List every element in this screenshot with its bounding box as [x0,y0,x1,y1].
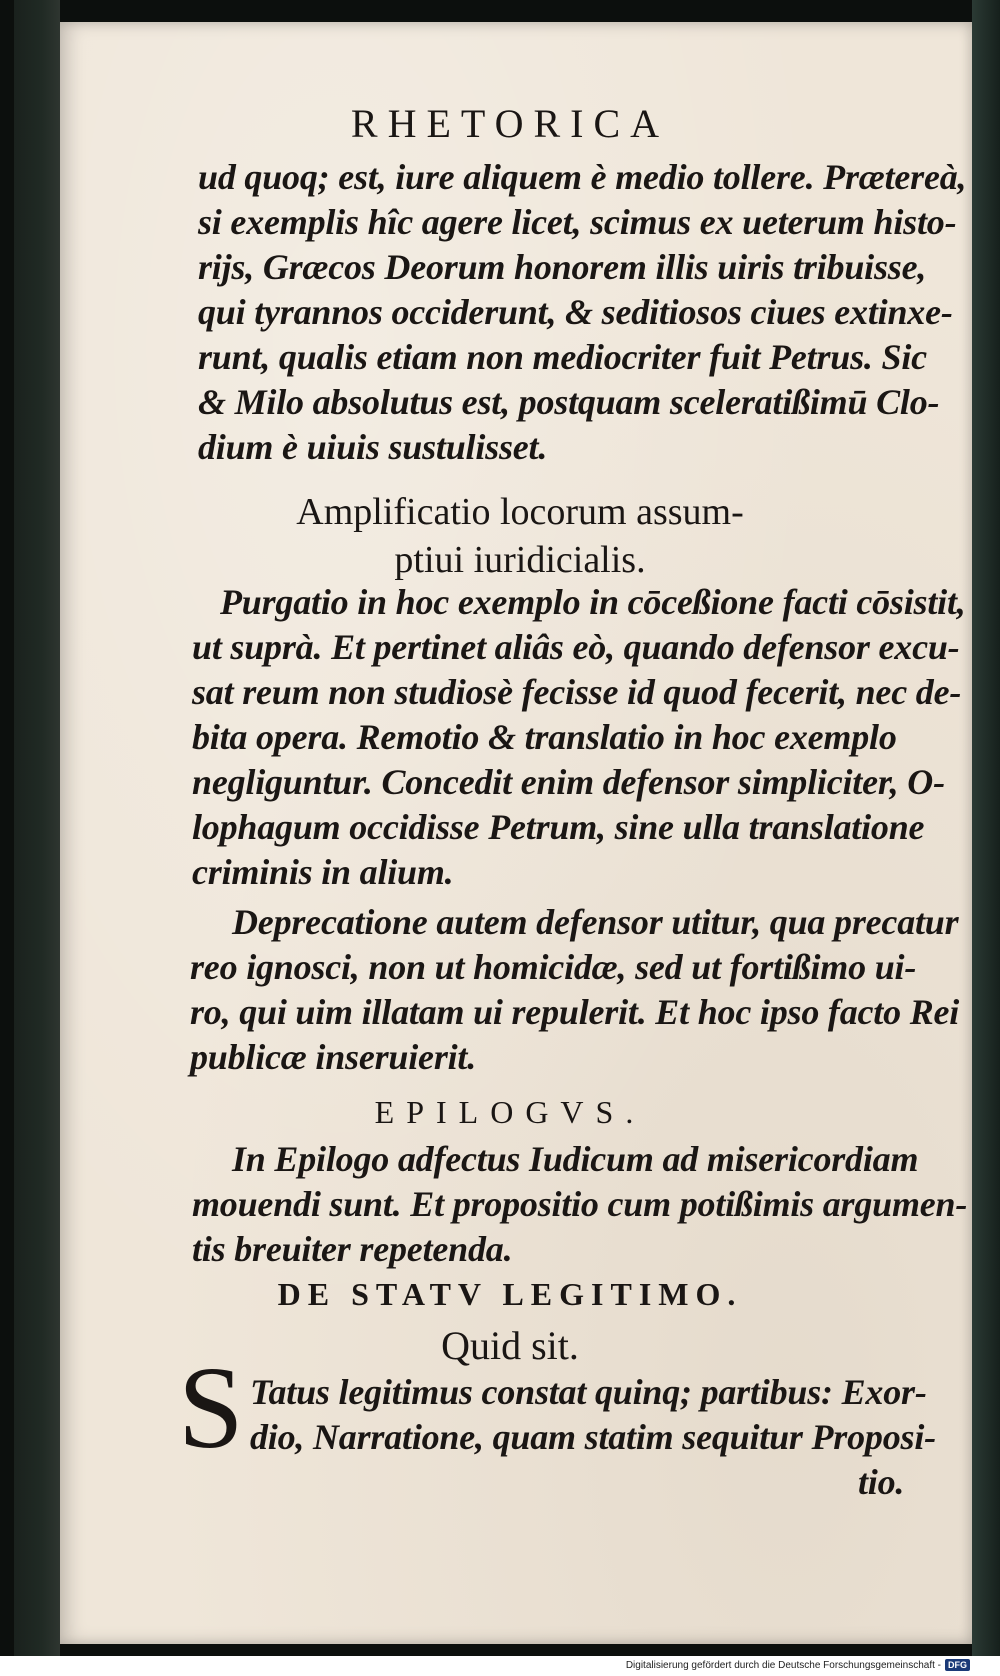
paragraph-2 [192,580,966,895]
footer [626,1659,970,1671]
text-line: bita opera. Remotio & translatio in hoc exemplo [192,717,897,757]
text-line: & Milo absolutus est, postquam sceleratißimū Clo- [198,382,940,422]
text-line: Tatus legitimus constat quinq; partibus: Exor- [250,1372,927,1412]
heading-line: ptiui iuridicialis. [394,539,646,581]
paragraph-4 [192,1137,968,1272]
book-edge-right [972,0,1000,1656]
text-line: negliguntur. Concedit enim defensor simpliciter, O- [192,762,945,802]
quid-sit-heading: Quid sit. [441,1323,579,1368]
text-line: publicæ inseruierit. [190,1037,477,1077]
text-line: criminis in alium. [192,852,454,892]
text-line: In Epilogo adfectus Iudicum ad misericordiam [232,1139,919,1179]
text-line: ro, qui uim illatam ui repulerit. Et hoc ipso facto Rei [190,992,960,1032]
text-line: lophagum occidisse Petrum, sine ulla translatione [192,807,925,847]
text-line: tio. [858,1462,905,1502]
text-line: rijs, Græcos Deorum honorem illis uiris tribuisse, [198,247,927,287]
section-heading [160,488,880,584]
text-line: Deprecatione autem defensor utitur, qua precatur [232,902,959,942]
running-head: RHETORICA [350,101,670,146]
text-line: runt, qualis etiam non mediocriter fuit Petrus. Sic [198,337,927,377]
text-line: Purgatio in hoc exemplo in cōceßione facti cōsistit, [220,582,966,622]
book-edge-left [14,0,60,1656]
paragraph-5 [250,1370,970,1505]
text-line: sat reum non studiosè fecisse id quod fecerit, nec de- [192,672,962,712]
epilogus-heading: EPILOGVS. [374,1094,646,1130]
text-line: mouendi sunt. Et propositio cum potißimis argumen- [192,1184,968,1224]
text-line: ud quoq; est, iure aliquem è medio tollere. Prætereà, [198,157,967,197]
heading-line: Amplificatio locorum assum- [296,491,744,533]
footer-text: Digitalisierung gefördert durch die Deutsche Forschungsgemeinschaft - [625,1659,941,1671]
statu-heading: DE STATV LEGITIMO. [277,1276,743,1312]
text-line: dio, Narratione, quam statim sequitur Proposi- [250,1417,936,1457]
text-line: tis breuiter repetenda. [192,1229,513,1269]
dfg-logo: DFG [945,1659,970,1671]
drop-cap: S [178,1342,244,1473]
text-line: reo ignosci, non ut homicidæ, sed ut fortißimo ui- [190,947,917,987]
paragraph-3 [190,900,960,1080]
text-line: qui tyrannos occiderunt, & seditiosos ciues extinxe- [198,292,953,332]
paragraph-1 [198,155,967,470]
text-line: ut suprà. Et pertinet aliâs eò, quando defensor excu- [192,627,960,667]
text-line: dium è uiuis sustulisset. [198,427,548,467]
text-line: si exemplis hîc agere licet, scimus ex ueterum histo- [198,202,957,242]
